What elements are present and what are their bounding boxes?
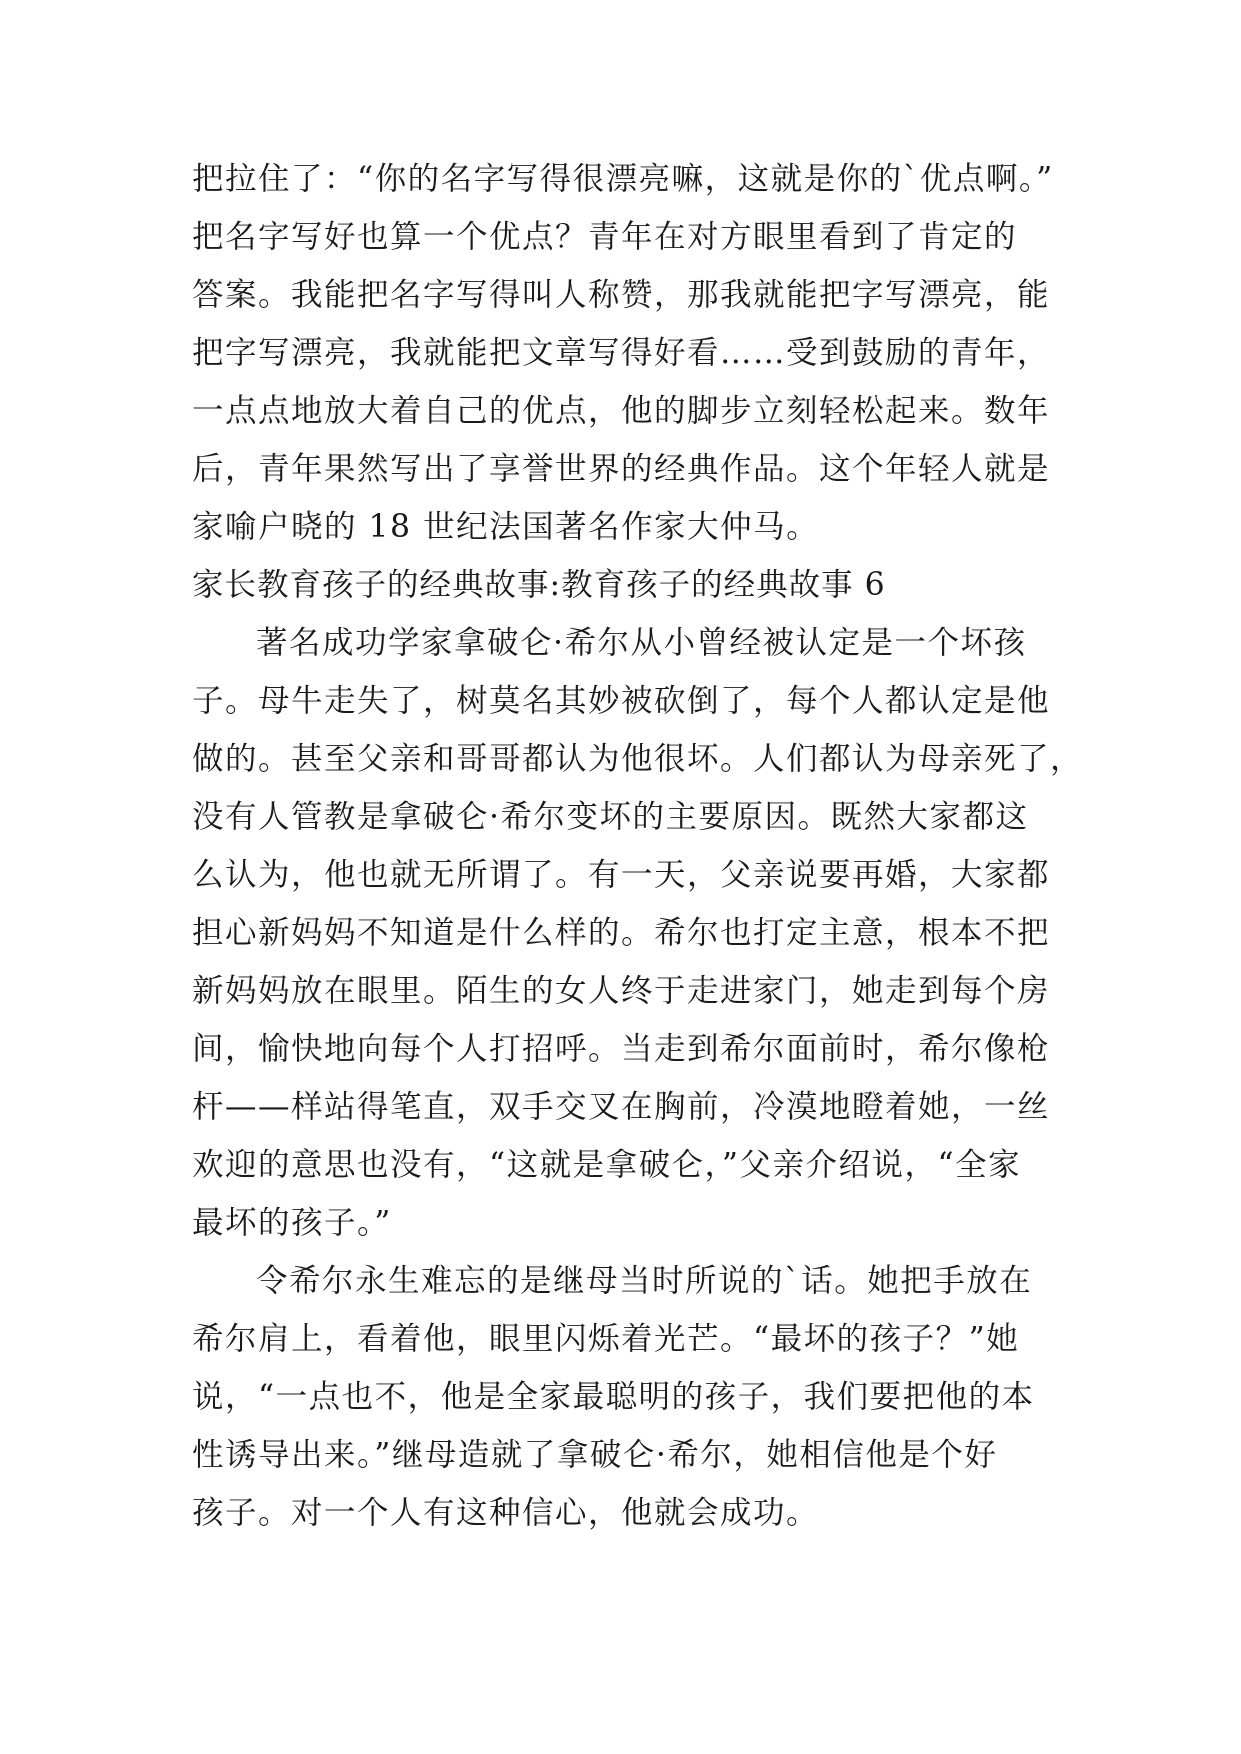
text-line: 孩子。对一个人有这种信心，他就会成功。: [192, 1495, 820, 1531]
paragraph-1: [192, 614, 1084, 1252]
text-line: 杆——样站得笔直，双手交叉在胸前，冷漠地瞪着她，一丝: [192, 1089, 1051, 1125]
text-line: 性诱导出来。”继母造就了拿破仑·希尔，她相信他是个好: [192, 1437, 998, 1473]
text-line: 做的。甚至父亲和哥哥都认为他很坏。人们都认为母亲死了，: [192, 741, 1084, 777]
paragraph-continued: [192, 150, 1052, 556]
text-line: 一点点地放大着自己的优点，他的脚步立刻轻松起来。数年: [192, 393, 1051, 429]
text-line: 把字写漂亮，我就能把文章写得好看……受到鼓励的青年，: [192, 335, 1051, 371]
text-line: 把拉住了：“你的名字写得很漂亮嘛，这就是你的`优点啊。”: [192, 161, 1054, 197]
text-line: 希尔肩上，看着他，眼里闪烁着光芒。“最坏的孩子？”她: [192, 1321, 1020, 1357]
section-heading: 家长教育孩子的经典故事:教育孩子的经典故事 6: [192, 567, 886, 603]
text-line: 子。母牛走失了，树莫名其妙被砍倒了，每个人都认定是他: [192, 683, 1051, 719]
text-line: 把名字写好也算一个优点？青年在对方眼里看到了肯定的: [192, 219, 1018, 255]
text-line: 么认为，他也就无所谓了。有一天，父亲说要再婚，大家都: [192, 857, 1051, 893]
text-line: 令希尔永生难忘的是继母当时所说的`话。她把手放在: [256, 1263, 1033, 1299]
text-line: 最坏的孩子。”: [192, 1205, 392, 1241]
text-line: 说，“一点也不，他是全家最聪明的孩子，我们要把他的本: [192, 1379, 1035, 1415]
text-line: 欢迎的意思也没有，“这就是拿破仑，”父亲介绍说，“全家: [192, 1147, 1022, 1183]
text-line: 新妈妈放在眼里。陌生的女人终于走进家门，她走到每个房: [192, 973, 1051, 1009]
text-line: 家喻户晓的 18 世纪法国著名作家大仲马。: [192, 509, 820, 545]
text-line: 担心新妈妈不知道是什么样的。希尔也打定主意，根本不把: [192, 915, 1051, 951]
text-line: 著名成功学家拿破仑·希尔从小曾经被认定是一个坏孩: [256, 625, 1027, 661]
text-line: 后，青年果然写出了享誉世界的经典作品。这个年轻人就是: [192, 451, 1051, 487]
text-line: 答案。我能把名字写得叫人称赞，那我就能把字写漂亮，能: [192, 277, 1051, 313]
paragraph-2: [192, 1252, 1052, 1542]
text-line: 间，愉快地向每个人打招呼。当走到希尔面前时，希尔像枪: [192, 1031, 1051, 1067]
document-body: [192, 150, 1084, 1542]
text-line: 没有人管教是拿破仑·希尔变坏的主要原因。既然大家都这: [192, 799, 1029, 835]
